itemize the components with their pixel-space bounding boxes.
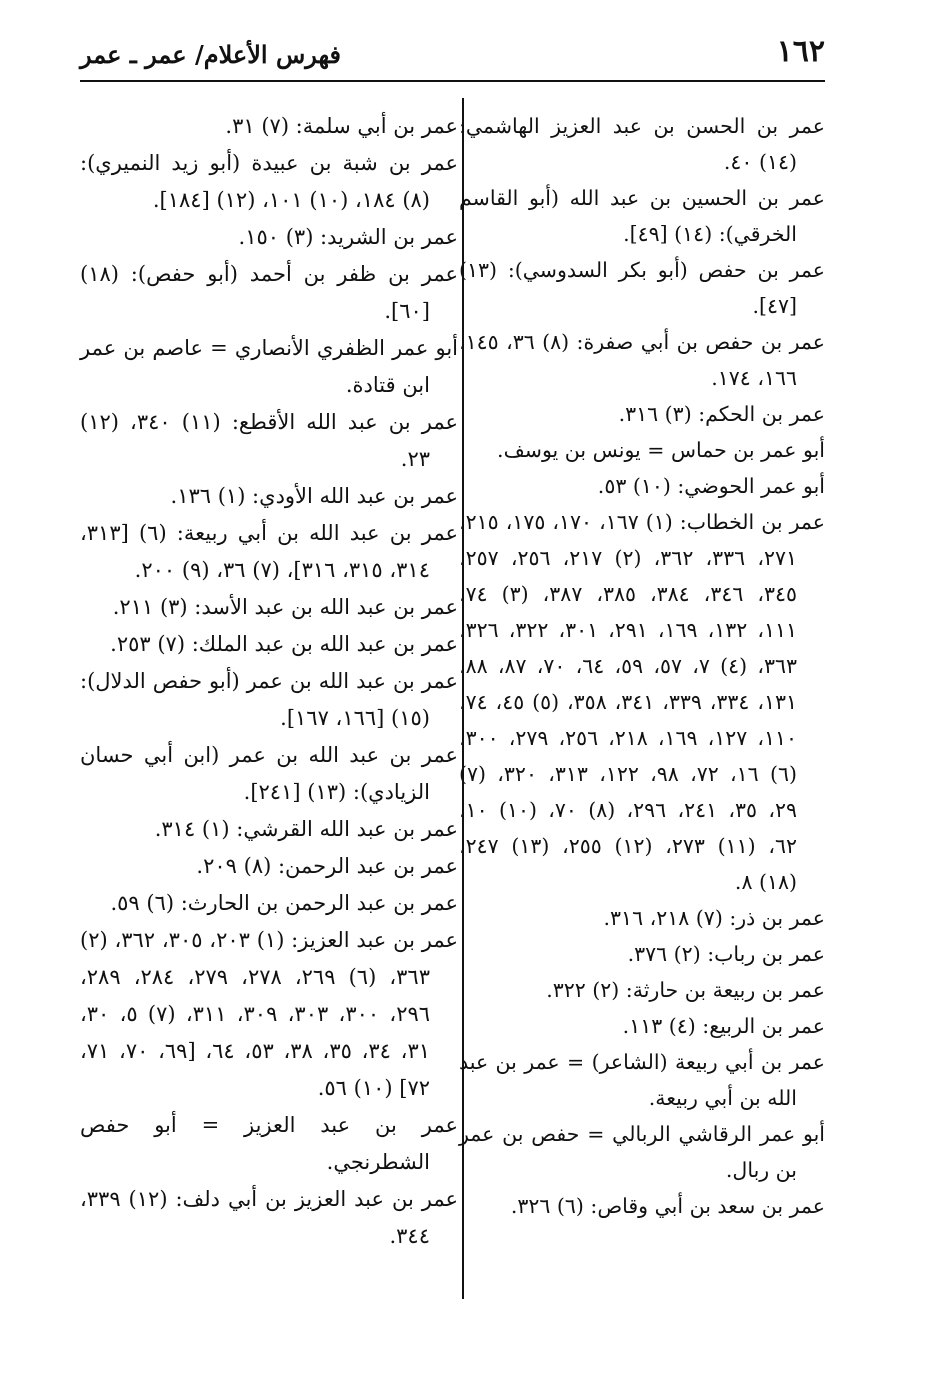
index-entry: عمر بن عبد الله بن عمر (أبو حفص الدلال): (١٥) [١٦٦، ١٦٧].	[80, 669, 458, 730]
index-entry: عمر بن عبد العزيز: (١) ٢٠٣، ٣٠٥، ٣٦٢، (٢) ٣٦٣، (٦) ٢٦٩، ٢٧٨، ٢٧٩، ٢٨٤، ٢٨٩، ٢٩٦، ٣٠٠، ٣٠٣، ٣٠٩، ٣١١، (٧) ٥، ٣٠، ٣١، ٣٤، ٣٥، ٣٨، ٥٣، ٦٤، [٦٩، ٧٠، ٧١، ٧٢] (١٠) ٥٦.	[80, 928, 458, 1100]
index-entry: عمر بن حفص (أبو بكر السدوسي): (١٣) [٤٧].	[459, 258, 825, 318]
index-entry: أبو عمر الظفري الأنصاري = عاصم بن عمر ابن قتادة.	[80, 336, 458, 397]
index-entry: عمر بن الربيع: (٤) ١١٣.	[622, 1014, 825, 1038]
index-entry: عمر بن عبد الله الأقطع: (١١) ٣٤٠، (١٢) ٢٣.	[80, 410, 458, 471]
page-number: ١٦٢	[776, 34, 825, 69]
index-entry: عمر بن ظفر بن أحمد (أبو حفص): (١٨) [٦٠].	[80, 262, 459, 323]
index-entry: عمر بن عبد الرحمن: (٨) ٢٠٩.	[196, 854, 458, 878]
index-entry: عمر بن الخطاب: (١) ١٦٧، ١٧٠، ١٧٥، ٢١٥، ٢٧١، ٣٣٦، ٣٦٢، (٢) ٢١٧، ٢٥٦، ٢٥٧، ٣٤٥، ٣٤٦، ٣٨٤، ٣٨٥، ٣٨٧، (٣) ٧٤، ١١١، ١٣٢، ١٦٩، ٢٩١، ٣٠١، ٣٢٢، ٣٢٦، ٣٦٣، (٤) ٧، ٥٧، ٥٩، ٦٤، ٧٠، ٨٧، ٨٨، ١٣١، ٣٣٤، ٣٣٩، ٣٤١، ٣٥٨، (٥) ٤٥، ٧٤، ١١٠، ١٢٧، ١٦٩، ٢١٨، ٢٥٦، ٢٧٩، ٣٠٠، (٦) ١٦، ٧٢، ٩٨، ١٢٢، ٣١٣، ٣٢٠، (٧) ٢٩، ٣٥، ٢٤١، ٢٩٦، (٨) ٧٠، (١٠) ١٠، ٦٢، (١١) ٢٧٣، (١٢) ٢٥٥، (١٣) ٢٤٧، (١٨) ٨.	[459, 510, 825, 894]
index-entry: عمر بن عبد الرحمن بن الحارث: (٦) ٥٩.	[110, 891, 458, 915]
index-entry: عمر بن أبي ربيعة (الشاعر) = عمر بن عبد الله بن أبي ربيعة.	[459, 1050, 825, 1110]
index-entry: أبو عمر الرقاشي الربالي = حفص بن عمر بن ربال.	[459, 1122, 825, 1182]
index-entry: عمر بن حفص بن أبي صفرة: (٨) ٣٦، ١٤٥، ١٦٦، ١٧٤.	[459, 330, 825, 390]
index-entry: عمر بن ربيعة بن حارثة: (٢) ٣٢٢.	[546, 978, 825, 1002]
index-entry: عمر بن سعد بن أبي وقاص: (٦) ٣٢٦.	[510, 1194, 825, 1218]
index-entry: عمر بن عبد الله القرشي: (١) ٣١٤.	[154, 817, 458, 841]
index-entry: أبو عمر الحوضي: (١٠) ٥٣.	[597, 474, 825, 498]
index-entry: عمر بن أبي سلمة: (٧) ٣١.	[225, 114, 458, 138]
index-entry: عمر بن عبد الله بن عمر (ابن أبي حسان الزيادي): (١٣) [٢٤١].	[80, 743, 458, 804]
page-header	[80, 30, 825, 82]
index-entry: عمر بن الشريد: (٣) ١٥٠.	[238, 225, 458, 249]
index-entry: عمر بن عبد الله الأودي: (١) ١٣٦.	[170, 484, 458, 508]
index-entry: عمر بن رباب: (٢) ٣٧٦.	[627, 942, 825, 966]
index-entry: عمر بن عبد العزيز بن أبي دلف: (١٢) ٣٣٩، ٣٤٤.	[80, 1187, 459, 1248]
index-entry: عمر بن عبد الله بن أبي ربيعة: (٦) [٣١٣، ٣١٤، ٣١٥، ٣١٦]، (٧) ٣٦، (٩) ٢٠٠.	[80, 521, 458, 582]
index-entry: عمر بن عبد العزيز = أبو حفص الشطرنجي.	[80, 1113, 458, 1174]
running-title: فهرس الأعلام/ عمر ـ عمر	[80, 40, 342, 69]
index-entry: عمر بن شبة بن عبيدة (أبو زيد النميري): (٨) ١٨٤، (١٠) ١٠١، (١٢) [١٨٤].	[80, 151, 458, 212]
index-entry: عمر بن عبد الله بن عبد الملك: (٧) ٢٥٣.	[110, 632, 458, 656]
index-entry: عمر بن عبد الله بن عبد الأسد: (٣) ٢١١.	[112, 595, 458, 619]
index-entry: أبو عمر بن حماس = يونس بن يوسف.	[497, 438, 825, 462]
index-entry: عمر بن ذر: (٧) ٢١٨، ٣١٦.	[603, 906, 825, 930]
index-column-right	[459, 108, 825, 1329]
index-entry: عمر بن الحسين بن عبد الله (أبو القاسم الخرقي): (١٤) [٤٩].	[459, 186, 825, 246]
index-column-left	[80, 108, 458, 1329]
index-entry: عمر بن الحكم: (٣) ٣١٦.	[618, 402, 825, 426]
index-entry: عمر بن الحسن بن عبد العزيز الهاشمي: (١٤) ٤٠.	[459, 114, 825, 174]
